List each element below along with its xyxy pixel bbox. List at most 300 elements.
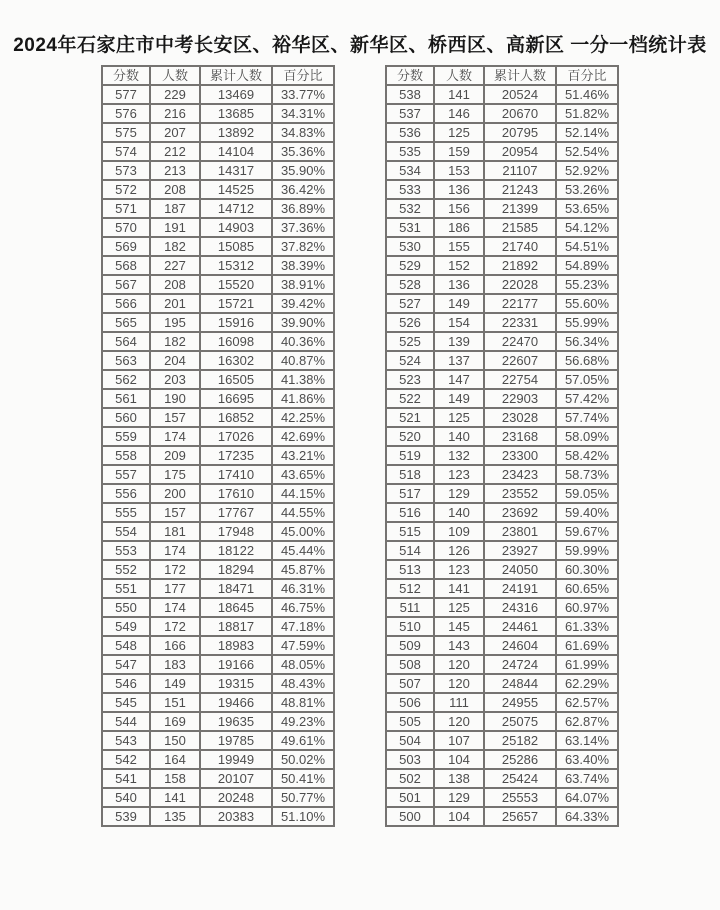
cell-percent: 51.10%	[272, 807, 334, 826]
cell-count: 172	[150, 617, 200, 636]
cell-cumulative: 20670	[484, 104, 556, 123]
cell-percent: 50.41%	[272, 769, 334, 788]
cell-count: 150	[150, 731, 200, 750]
cell-score: 564	[102, 332, 150, 351]
cell-percent: 53.65%	[556, 199, 618, 218]
cell-count: 136	[434, 275, 484, 294]
cell-count: 137	[434, 351, 484, 370]
cell-score: 531	[386, 218, 434, 237]
cell-score: 546	[102, 674, 150, 693]
cell-count: 203	[150, 370, 200, 389]
cell-percent: 55.99%	[556, 313, 618, 332]
cell-score: 504	[386, 731, 434, 750]
table-row	[102, 294, 334, 313]
table-row	[386, 522, 618, 541]
cell-score: 547	[102, 655, 150, 674]
cell-count: 182	[150, 237, 200, 256]
table-row	[386, 199, 618, 218]
table-row	[386, 598, 618, 617]
table-row	[386, 313, 618, 332]
cell-score: 552	[102, 560, 150, 579]
table-row	[386, 788, 618, 807]
cell-count: 123	[434, 560, 484, 579]
cell-score: 537	[386, 104, 434, 123]
cell-count: 141	[150, 788, 200, 807]
cell-count: 141	[434, 85, 484, 104]
cell-score: 529	[386, 256, 434, 275]
table-row	[102, 313, 334, 332]
cell-percent: 59.99%	[556, 541, 618, 560]
cell-cumulative: 15520	[200, 275, 272, 294]
cell-count: 208	[150, 275, 200, 294]
page-title: 2024年石家庄市中考长安区、裕华区、新华区、桥西区、高新区 一分一档统计表	[13, 35, 707, 56]
cell-score: 561	[102, 389, 150, 408]
table-row	[386, 693, 618, 712]
cell-cumulative: 20248	[200, 788, 272, 807]
table-row	[386, 427, 618, 446]
table-row	[102, 503, 334, 522]
cell-score: 566	[102, 294, 150, 313]
cell-score: 511	[386, 598, 434, 617]
cell-cumulative: 17026	[200, 427, 272, 446]
cell-percent: 58.73%	[556, 465, 618, 484]
cell-count: 169	[150, 712, 200, 731]
cell-cumulative: 17610	[200, 484, 272, 503]
cell-percent: 45.00%	[272, 522, 334, 541]
cell-cumulative: 25182	[484, 731, 556, 750]
cell-cumulative: 16505	[200, 370, 272, 389]
cell-count: 229	[150, 85, 200, 104]
cell-percent: 49.61%	[272, 731, 334, 750]
cell-count: 213	[150, 161, 200, 180]
cell-count: 157	[150, 408, 200, 427]
table-row	[386, 275, 618, 294]
cell-percent: 61.69%	[556, 636, 618, 655]
cell-score: 562	[102, 370, 150, 389]
cell-count: 159	[434, 142, 484, 161]
table-row	[102, 85, 334, 104]
cell-cumulative: 25075	[484, 712, 556, 731]
cell-cumulative: 16852	[200, 408, 272, 427]
cell-cumulative: 14712	[200, 199, 272, 218]
table-row	[386, 617, 618, 636]
cell-count: 164	[150, 750, 200, 769]
cell-percent: 39.42%	[272, 294, 334, 313]
cell-count: 191	[150, 218, 200, 237]
cell-percent: 37.82%	[272, 237, 334, 256]
cell-cumulative: 22607	[484, 351, 556, 370]
cell-cumulative: 24461	[484, 617, 556, 636]
cell-count: 143	[434, 636, 484, 655]
cell-percent: 44.55%	[272, 503, 334, 522]
cell-count: 104	[434, 807, 484, 826]
cell-count: 123	[434, 465, 484, 484]
cell-percent: 48.81%	[272, 693, 334, 712]
cell-count: 139	[434, 332, 484, 351]
cell-cumulative: 25286	[484, 750, 556, 769]
cell-percent: 42.25%	[272, 408, 334, 427]
cell-count: 140	[434, 427, 484, 446]
cell-percent: 59.67%	[556, 522, 618, 541]
cell-cumulative: 25424	[484, 769, 556, 788]
table-row	[386, 123, 618, 142]
cell-count: 146	[434, 104, 484, 123]
table-row	[102, 180, 334, 199]
cell-score: 509	[386, 636, 434, 655]
cell-score: 555	[102, 503, 150, 522]
cell-percent: 44.15%	[272, 484, 334, 503]
cell-cumulative: 25657	[484, 807, 556, 826]
cell-count: 141	[434, 579, 484, 598]
cell-cumulative: 22903	[484, 389, 556, 408]
cell-cumulative: 13469	[200, 85, 272, 104]
cell-cumulative: 23168	[484, 427, 556, 446]
cell-count: 125	[434, 123, 484, 142]
cell-percent: 63.74%	[556, 769, 618, 788]
table-row	[102, 351, 334, 370]
table-row	[102, 712, 334, 731]
cell-percent: 38.39%	[272, 256, 334, 275]
cell-percent: 46.31%	[272, 579, 334, 598]
cell-score: 513	[386, 560, 434, 579]
table-row	[102, 332, 334, 351]
cell-score: 572	[102, 180, 150, 199]
cell-percent: 45.87%	[272, 560, 334, 579]
cell-percent: 41.86%	[272, 389, 334, 408]
cell-cumulative: 23801	[484, 522, 556, 541]
table-row	[386, 579, 618, 598]
cell-cumulative: 20954	[484, 142, 556, 161]
table-row	[102, 750, 334, 769]
cell-count: 209	[150, 446, 200, 465]
cell-percent: 63.14%	[556, 731, 618, 750]
cell-count: 129	[434, 484, 484, 503]
table-row	[102, 541, 334, 560]
cell-percent: 63.40%	[556, 750, 618, 769]
table-row	[386, 769, 618, 788]
cell-count: 204	[150, 351, 200, 370]
table-row	[386, 237, 618, 256]
table-row	[102, 408, 334, 427]
cell-percent: 54.51%	[556, 237, 618, 256]
cell-percent: 36.42%	[272, 180, 334, 199]
cell-cumulative: 20107	[200, 769, 272, 788]
column-header: 分数	[386, 66, 434, 85]
cell-score: 506	[386, 693, 434, 712]
cell-cumulative: 21243	[484, 180, 556, 199]
table-row	[386, 161, 618, 180]
cell-cumulative: 19949	[200, 750, 272, 769]
column-header: 累计人数	[484, 66, 556, 85]
cell-count: 183	[150, 655, 200, 674]
table-row	[102, 142, 334, 161]
cell-score: 527	[386, 294, 434, 313]
cell-cumulative: 17767	[200, 503, 272, 522]
cell-score: 514	[386, 541, 434, 560]
cell-count: 140	[434, 503, 484, 522]
cell-cumulative: 18294	[200, 560, 272, 579]
cell-percent: 48.43%	[272, 674, 334, 693]
column-header: 人数	[150, 66, 200, 85]
table-row	[102, 237, 334, 256]
cell-score: 508	[386, 655, 434, 674]
cell-cumulative: 18983	[200, 636, 272, 655]
cell-score: 549	[102, 617, 150, 636]
cell-count: 111	[434, 693, 484, 712]
cell-cumulative: 25553	[484, 788, 556, 807]
cell-percent: 36.89%	[272, 199, 334, 218]
cell-percent: 40.87%	[272, 351, 334, 370]
cell-percent: 53.26%	[556, 180, 618, 199]
cell-percent: 60.65%	[556, 579, 618, 598]
cell-cumulative: 16695	[200, 389, 272, 408]
cell-cumulative: 18645	[200, 598, 272, 617]
table-row	[102, 579, 334, 598]
cell-cumulative: 21399	[484, 199, 556, 218]
table-row	[386, 332, 618, 351]
table-row	[102, 617, 334, 636]
table-row	[386, 712, 618, 731]
table-row	[386, 731, 618, 750]
cell-cumulative: 18471	[200, 579, 272, 598]
cell-cumulative: 17235	[200, 446, 272, 465]
cell-cumulative: 22177	[484, 294, 556, 313]
cell-count: 136	[434, 180, 484, 199]
cell-count: 104	[434, 750, 484, 769]
table-row	[102, 636, 334, 655]
cell-percent: 51.82%	[556, 104, 618, 123]
cell-percent: 35.36%	[272, 142, 334, 161]
cell-cumulative: 23692	[484, 503, 556, 522]
cell-percent: 47.59%	[272, 636, 334, 655]
cell-score: 570	[102, 218, 150, 237]
table-row	[102, 256, 334, 275]
cell-percent: 62.29%	[556, 674, 618, 693]
cell-percent: 64.33%	[556, 807, 618, 826]
table-row	[386, 465, 618, 484]
table-row	[386, 560, 618, 579]
cell-count: 172	[150, 560, 200, 579]
cell-percent: 56.68%	[556, 351, 618, 370]
table-row	[386, 541, 618, 560]
cell-percent: 42.69%	[272, 427, 334, 446]
cell-cumulative: 24955	[484, 693, 556, 712]
column-header: 百分比	[272, 66, 334, 85]
table-row	[386, 218, 618, 237]
cell-count: 126	[434, 541, 484, 560]
cell-count: 107	[434, 731, 484, 750]
cell-score: 571	[102, 199, 150, 218]
cell-percent: 50.02%	[272, 750, 334, 769]
table-row	[102, 788, 334, 807]
cell-percent: 48.05%	[272, 655, 334, 674]
cell-count: 216	[150, 104, 200, 123]
cell-count: 129	[434, 788, 484, 807]
cell-score: 550	[102, 598, 150, 617]
cell-cumulative: 24050	[484, 560, 556, 579]
cell-cumulative: 15085	[200, 237, 272, 256]
cell-count: 174	[150, 541, 200, 560]
cell-score: 528	[386, 275, 434, 294]
cell-score: 573	[102, 161, 150, 180]
cell-count: 201	[150, 294, 200, 313]
cell-cumulative: 13685	[200, 104, 272, 123]
cell-cumulative: 24191	[484, 579, 556, 598]
cell-percent: 60.30%	[556, 560, 618, 579]
table-row	[102, 465, 334, 484]
column-header: 人数	[434, 66, 484, 85]
cell-cumulative: 14525	[200, 180, 272, 199]
table-row	[102, 731, 334, 750]
cell-count: 174	[150, 427, 200, 446]
cell-percent: 51.46%	[556, 85, 618, 104]
cell-percent: 54.89%	[556, 256, 618, 275]
cell-count: 120	[434, 674, 484, 693]
cell-cumulative: 20524	[484, 85, 556, 104]
cell-cumulative: 19466	[200, 693, 272, 712]
cell-count: 187	[150, 199, 200, 218]
cell-cumulative: 18817	[200, 617, 272, 636]
cell-score: 523	[386, 370, 434, 389]
cell-cumulative: 17948	[200, 522, 272, 541]
cell-percent: 57.74%	[556, 408, 618, 427]
cell-cumulative: 19785	[200, 731, 272, 750]
cell-count: 152	[434, 256, 484, 275]
cell-count: 186	[434, 218, 484, 237]
table-row	[386, 142, 618, 161]
cell-percent: 49.23%	[272, 712, 334, 731]
header-row	[386, 66, 618, 85]
cell-score: 535	[386, 142, 434, 161]
cell-score: 526	[386, 313, 434, 332]
table-row	[102, 104, 334, 123]
cell-score: 542	[102, 750, 150, 769]
table-row	[386, 294, 618, 313]
table-row	[102, 389, 334, 408]
cell-score: 539	[102, 807, 150, 826]
cell-score: 521	[386, 408, 434, 427]
cell-count: 149	[434, 294, 484, 313]
cell-score: 569	[102, 237, 150, 256]
cell-percent: 39.90%	[272, 313, 334, 332]
cell-percent: 52.14%	[556, 123, 618, 142]
cell-count: 120	[434, 655, 484, 674]
table-row	[102, 161, 334, 180]
cell-score: 554	[102, 522, 150, 541]
cell-cumulative: 21740	[484, 237, 556, 256]
score-table-left	[101, 65, 335, 827]
cell-percent: 41.38%	[272, 370, 334, 389]
cell-score: 568	[102, 256, 150, 275]
cell-cumulative: 15721	[200, 294, 272, 313]
cell-score: 510	[386, 617, 434, 636]
cell-count: 120	[434, 712, 484, 731]
table-row	[102, 598, 334, 617]
cell-percent: 58.42%	[556, 446, 618, 465]
cell-score: 503	[386, 750, 434, 769]
column-header: 百分比	[556, 66, 618, 85]
cell-count: 145	[434, 617, 484, 636]
cell-count: 125	[434, 598, 484, 617]
cell-percent: 34.31%	[272, 104, 334, 123]
table-row	[102, 522, 334, 541]
table-row	[386, 655, 618, 674]
table-row	[102, 693, 334, 712]
cell-score: 501	[386, 788, 434, 807]
cell-score: 565	[102, 313, 150, 332]
cell-score: 556	[102, 484, 150, 503]
column-header: 分数	[102, 66, 150, 85]
cell-percent: 37.36%	[272, 218, 334, 237]
table-row	[386, 351, 618, 370]
cell-score: 548	[102, 636, 150, 655]
table-row	[102, 370, 334, 389]
cell-score: 507	[386, 674, 434, 693]
cell-score: 522	[386, 389, 434, 408]
cell-score: 524	[386, 351, 434, 370]
cell-count: 149	[150, 674, 200, 693]
cell-score: 515	[386, 522, 434, 541]
cell-percent: 56.34%	[556, 332, 618, 351]
cell-count: 153	[434, 161, 484, 180]
cell-cumulative: 15916	[200, 313, 272, 332]
cell-score: 520	[386, 427, 434, 446]
cell-cumulative: 19315	[200, 674, 272, 693]
cell-cumulative: 23927	[484, 541, 556, 560]
cell-percent: 52.54%	[556, 142, 618, 161]
cell-cumulative: 14317	[200, 161, 272, 180]
table-row	[102, 674, 334, 693]
cell-cumulative: 23423	[484, 465, 556, 484]
cell-percent: 59.40%	[556, 503, 618, 522]
table-row	[386, 408, 618, 427]
cell-percent: 54.12%	[556, 218, 618, 237]
cell-count: 174	[150, 598, 200, 617]
table-row	[386, 636, 618, 655]
cell-count: 138	[434, 769, 484, 788]
cell-count: 227	[150, 256, 200, 275]
cell-cumulative: 14903	[200, 218, 272, 237]
cell-cumulative: 19166	[200, 655, 272, 674]
table-row	[386, 85, 618, 104]
cell-cumulative: 22754	[484, 370, 556, 389]
cell-score: 538	[386, 85, 434, 104]
cell-cumulative: 16098	[200, 332, 272, 351]
cell-cumulative: 24604	[484, 636, 556, 655]
cell-count: 149	[434, 389, 484, 408]
cell-cumulative: 23552	[484, 484, 556, 503]
cell-score: 544	[102, 712, 150, 731]
table-row	[386, 104, 618, 123]
cell-count: 190	[150, 389, 200, 408]
table-row	[102, 446, 334, 465]
table-row	[102, 769, 334, 788]
cell-percent: 46.75%	[272, 598, 334, 617]
cell-score: 559	[102, 427, 150, 446]
cell-count: 195	[150, 313, 200, 332]
cell-percent: 57.05%	[556, 370, 618, 389]
cell-score: 518	[386, 465, 434, 484]
cell-score: 534	[386, 161, 434, 180]
cell-score: 530	[386, 237, 434, 256]
cell-percent: 61.99%	[556, 655, 618, 674]
cell-count: 132	[434, 446, 484, 465]
cell-score: 517	[386, 484, 434, 503]
cell-cumulative: 19635	[200, 712, 272, 731]
table-row	[102, 560, 334, 579]
cell-count: 156	[434, 199, 484, 218]
cell-cumulative: 23028	[484, 408, 556, 427]
